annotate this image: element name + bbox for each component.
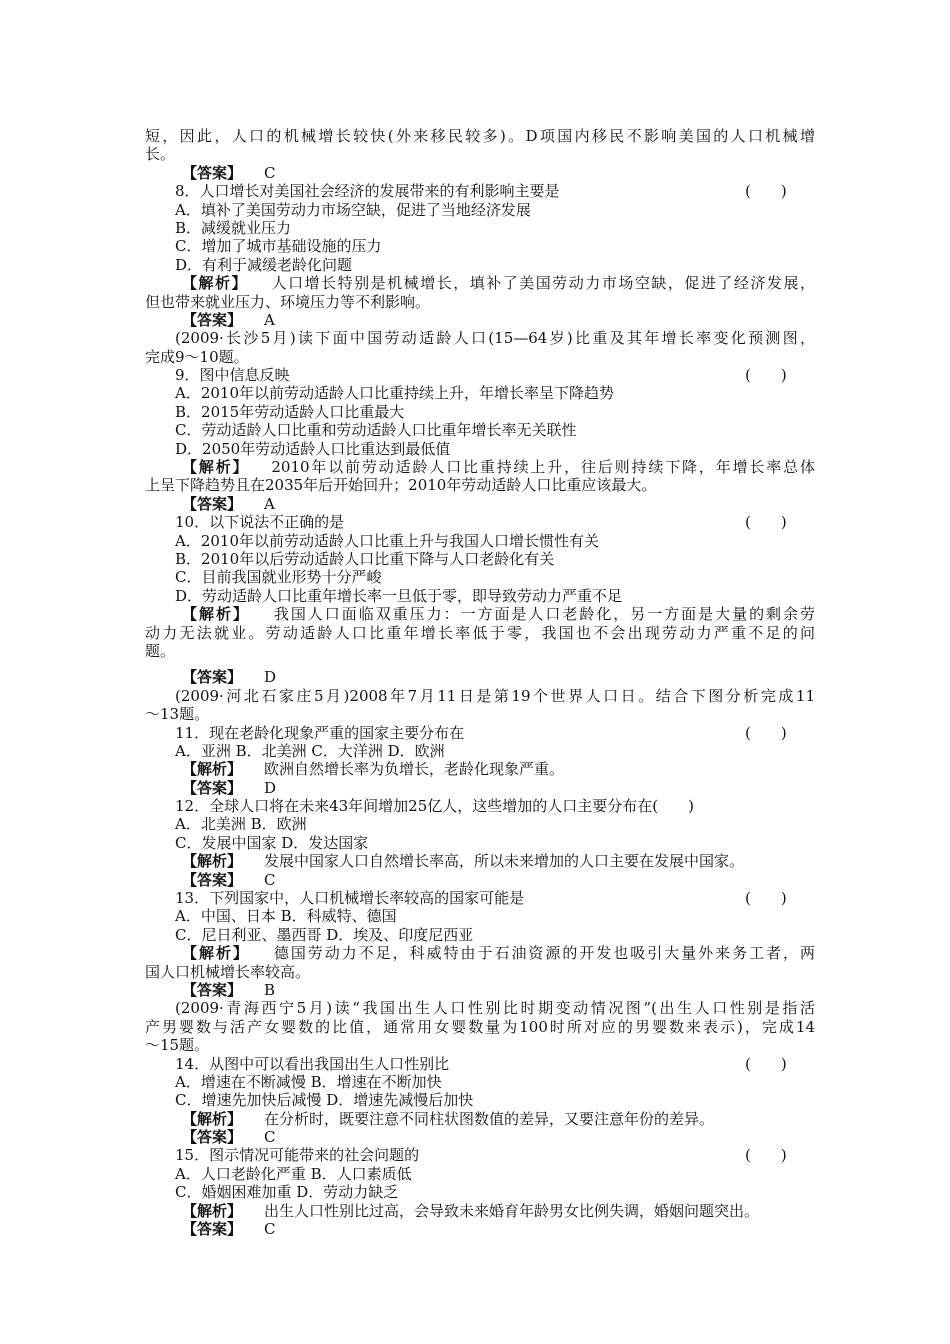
line-text: 发展中国家人口自然增长率高，所以未来增加的人口主要在发展中国家。 xyxy=(264,852,745,871)
line-text: 12．全球人口将在未来43年间增加25亿人，这些增加的人口主要分布在( ) xyxy=(175,797,694,816)
text-line xyxy=(145,1055,815,1073)
text-line xyxy=(145,1165,815,1183)
line-text: A．亚洲 B．北美洲 C．大洋洲 D．欧洲 xyxy=(175,741,445,760)
text-line xyxy=(145,458,815,476)
text-line xyxy=(145,219,815,237)
answer-bracket: ( ) xyxy=(745,1054,787,1073)
answer-tag: 【解析】 xyxy=(182,274,249,293)
answer-tag: 【答案】 xyxy=(182,778,243,797)
line-text: 14．从图中可以看出我国出生人口性别比 xyxy=(175,1054,450,1073)
answer-bracket: ( ) xyxy=(745,723,787,742)
line-text: 15．图示情况可能带来的社会问题的 xyxy=(175,1146,420,1165)
line-text: ～13题。 xyxy=(145,705,210,724)
answer-bracket: ( ) xyxy=(745,1146,787,1165)
text-line xyxy=(145,1202,815,1220)
text-line xyxy=(145,742,815,760)
text-line xyxy=(145,476,815,494)
line-text: D．有利于减缓老龄化问题 xyxy=(175,255,353,274)
text-line xyxy=(145,311,815,329)
text-line xyxy=(145,944,815,962)
text-line xyxy=(145,642,815,660)
text-line xyxy=(145,760,815,778)
text-line xyxy=(145,513,815,531)
text-line xyxy=(145,1091,815,1109)
line-text: D xyxy=(264,778,277,797)
line-text: A．2010年以前劳动适龄人口比重持续上升，年增长率呈下降趋势 xyxy=(175,384,615,403)
line-text: 出生人口性别比过高，会导致未来婚育年龄男女比例失调，婚姻问题突出。 xyxy=(264,1201,760,1220)
answer-bracket: ( ) xyxy=(745,889,787,908)
text-line xyxy=(145,127,815,145)
line-text: C．尼日利亚、墨西哥 D．埃及、印度尼西亚 xyxy=(175,925,474,944)
answer-tag: 【解析】 xyxy=(182,1109,243,1128)
line-text: 8．人口增长对美国社会经济的发展带来的有利影响主要是 xyxy=(175,182,560,201)
line-text: A．增速在不断减慢 B．增速在不断加快 xyxy=(175,1072,442,1091)
answer-bracket: ( ) xyxy=(745,182,787,201)
text-line xyxy=(145,852,815,870)
line-text: A．北美洲 B．欧洲 xyxy=(175,815,307,834)
line-text: 10．以下说法不正确的是 xyxy=(175,513,345,532)
line-text: 题。 xyxy=(145,641,176,660)
text-line xyxy=(145,348,815,366)
line-text: 但也带来就业压力、环境压力等不利影响。 xyxy=(145,292,431,311)
text-line xyxy=(145,421,815,439)
line-text: 9．图中信息反映 xyxy=(175,366,290,385)
line-text: (2009·青海西宁5月)读“我国出生人口性别比时期变动情况图”(出生人口性别是指活 xyxy=(175,999,815,1018)
line-text: D．2050年劳动适龄人口比重达到最低值 xyxy=(175,439,451,458)
line-text: C xyxy=(264,1128,276,1147)
text-line xyxy=(145,293,815,311)
answer-tag: 【答案】 xyxy=(182,980,243,999)
line-text: C．增加了城市基础设施的压力 xyxy=(175,237,382,256)
line-text: 上呈下降趋势且在2035年后开始回升；2010年劳动适龄人口比重应该最大。 xyxy=(145,476,657,495)
line-text: 13．下列国家中，人口机械增长率较高的国家可能是 xyxy=(175,889,525,908)
text-line xyxy=(145,384,815,402)
text-line xyxy=(145,532,815,550)
line-text: C．目前我国就业形势十分严峻 xyxy=(175,568,382,587)
answer-tag: 【答案】 xyxy=(182,870,243,889)
line-text: C xyxy=(264,163,276,182)
text-line xyxy=(145,1073,815,1091)
answer-tag: 【答案】 xyxy=(182,1220,243,1239)
line-text: 11．现在老龄化现象严重的国家主要分布在 xyxy=(175,723,465,742)
line-text: A．填补了美国劳动力市场空缺，促进了当地经济发展 xyxy=(175,200,531,219)
text-line xyxy=(145,495,815,513)
line-text: B xyxy=(264,980,276,999)
line-text: 在分析时，既要注意不同柱状图数值的差异，又要注意年份的差异。 xyxy=(264,1109,715,1128)
line-text: C．劳动适龄人口比重和劳动适龄人口比重年增长率无关联性 xyxy=(175,421,577,440)
text-line xyxy=(145,550,815,568)
text-line xyxy=(145,237,815,255)
text-line xyxy=(145,668,815,686)
text-line xyxy=(145,1018,815,1036)
answer-tag: 【答案】 xyxy=(182,1128,243,1147)
text-line xyxy=(145,1220,815,1238)
text-line xyxy=(145,1110,815,1128)
line-text: 完成9～10题。 xyxy=(145,347,249,366)
line-text: 短，因此，人口的机械增长较快(外来移民较多)。D项国内移民不影响美国的人口机械增 xyxy=(145,127,815,145)
paragraph-gap xyxy=(145,660,815,668)
answer-tag: 【解析】 xyxy=(182,605,250,624)
text-line xyxy=(145,1146,815,1164)
answer-bracket: ( ) xyxy=(745,366,787,385)
line-text: B．2010年以后劳动适龄人口比重下降与人口老龄化有关 xyxy=(175,549,555,568)
text-line xyxy=(145,889,815,907)
text-line xyxy=(145,403,815,421)
text-line xyxy=(145,834,815,852)
text-line xyxy=(145,164,815,182)
line-text: C．发展中国家 D．发达国家 xyxy=(175,833,369,852)
text-line xyxy=(145,797,815,815)
line-text: A xyxy=(264,494,275,513)
line-text: A xyxy=(264,310,275,329)
line-text: D．劳动适龄人口比重年增长率一旦低于零，即导致劳动力严重不足 xyxy=(175,586,623,605)
line-text: (2009·长沙5月)读下面中国劳动适龄人口(15—64岁)比重及其年增长率变化预测图， xyxy=(175,329,815,348)
text-line xyxy=(145,724,815,742)
line-text: 我国人口面临双重压力：一方面是人口老龄化，另一方面是大量的剩余劳 xyxy=(271,605,815,624)
answer-tag: 【答案】 xyxy=(182,310,243,329)
text-line xyxy=(145,201,815,219)
text-line xyxy=(145,440,815,458)
text-line xyxy=(145,981,815,999)
line-text: A．2010年以前劳动适龄人口比重上升与我国人口增长惯性有关 xyxy=(175,531,600,550)
text-line xyxy=(145,624,815,642)
line-text: D xyxy=(264,668,277,687)
text-line xyxy=(145,815,815,833)
answer-tag: 【解析】 xyxy=(182,760,243,779)
line-text: C．婚姻困难加重 D．劳动力缺乏 xyxy=(175,1183,399,1202)
text-line xyxy=(145,605,815,623)
answer-tag: 【解析】 xyxy=(182,1201,243,1220)
text-line xyxy=(145,587,815,605)
line-text: C xyxy=(264,870,276,889)
text-line xyxy=(145,256,815,274)
answer-tag: 【解析】 xyxy=(182,944,250,963)
line-text: (2009·河北石家庄5月)2008年7月11日是第19个世界人口日。结合下图分析完成11 xyxy=(175,686,815,705)
text-line xyxy=(145,1183,815,1201)
answer-tag: 【答案】 xyxy=(182,163,243,182)
answer-bracket: ( ) xyxy=(745,513,787,532)
answer-tag: 【答案】 xyxy=(182,494,243,513)
line-text: B．减缓就业压力 xyxy=(175,218,292,237)
text-line xyxy=(145,274,815,292)
line-text: C xyxy=(264,1220,276,1239)
line-text: 产男婴数与活产女婴数的比值，通常用女婴数量为100时所对应的男婴数来表示)，完成14 xyxy=(145,1017,815,1036)
answer-tag: 【答案】 xyxy=(182,668,243,687)
text-line xyxy=(145,1036,815,1054)
line-text: 长。 xyxy=(145,145,176,164)
answer-tag: 【解析】 xyxy=(182,852,243,871)
line-text: 人口增长特别是机械增长，填补了美国劳动力市场空缺，促进了经济发展， xyxy=(270,274,815,293)
text-line xyxy=(145,926,815,944)
line-text: A．人口老龄化严重 B．人口素质低 xyxy=(175,1164,412,1183)
text-line xyxy=(145,871,815,889)
text-line xyxy=(145,687,815,705)
text-line xyxy=(145,1128,815,1146)
line-text: 欧洲自然增长率为负增长，老龄化现象严重。 xyxy=(264,760,565,779)
text-line xyxy=(145,999,815,1017)
text-line xyxy=(145,907,815,925)
text-line xyxy=(145,329,815,347)
line-text: B．2015年劳动适龄人口比重最大 xyxy=(175,402,405,421)
line-text: C．增速先加快后减慢 D．增速先减慢后加快 xyxy=(175,1091,474,1110)
line-text: 德国劳动力不足，科威特由于石油资源的开发也吸引大量外来务工者，两 xyxy=(271,944,815,963)
text-line xyxy=(145,779,815,797)
line-text: A．中国、日本 B．科威特、德国 xyxy=(175,907,397,926)
line-text: 动力无法就业。劳动适龄人口比重年增长率低于零，我国也不会出现劳动力严重不足的问 xyxy=(145,623,815,642)
text-line xyxy=(145,145,815,163)
answer-tag: 【解析】 xyxy=(182,458,250,477)
line-text: 2010年以前劳动适龄人口比重持续上升，往后则持续下降，年增长率总体 xyxy=(271,458,815,477)
text-line xyxy=(145,705,815,723)
document-body xyxy=(145,127,815,1238)
text-line xyxy=(145,366,815,384)
text-line xyxy=(145,963,815,981)
text-line xyxy=(145,568,815,586)
line-text: ～15题。 xyxy=(145,1036,210,1055)
line-text: 国人口机械增长率较高。 xyxy=(145,962,311,981)
text-line xyxy=(145,182,815,200)
